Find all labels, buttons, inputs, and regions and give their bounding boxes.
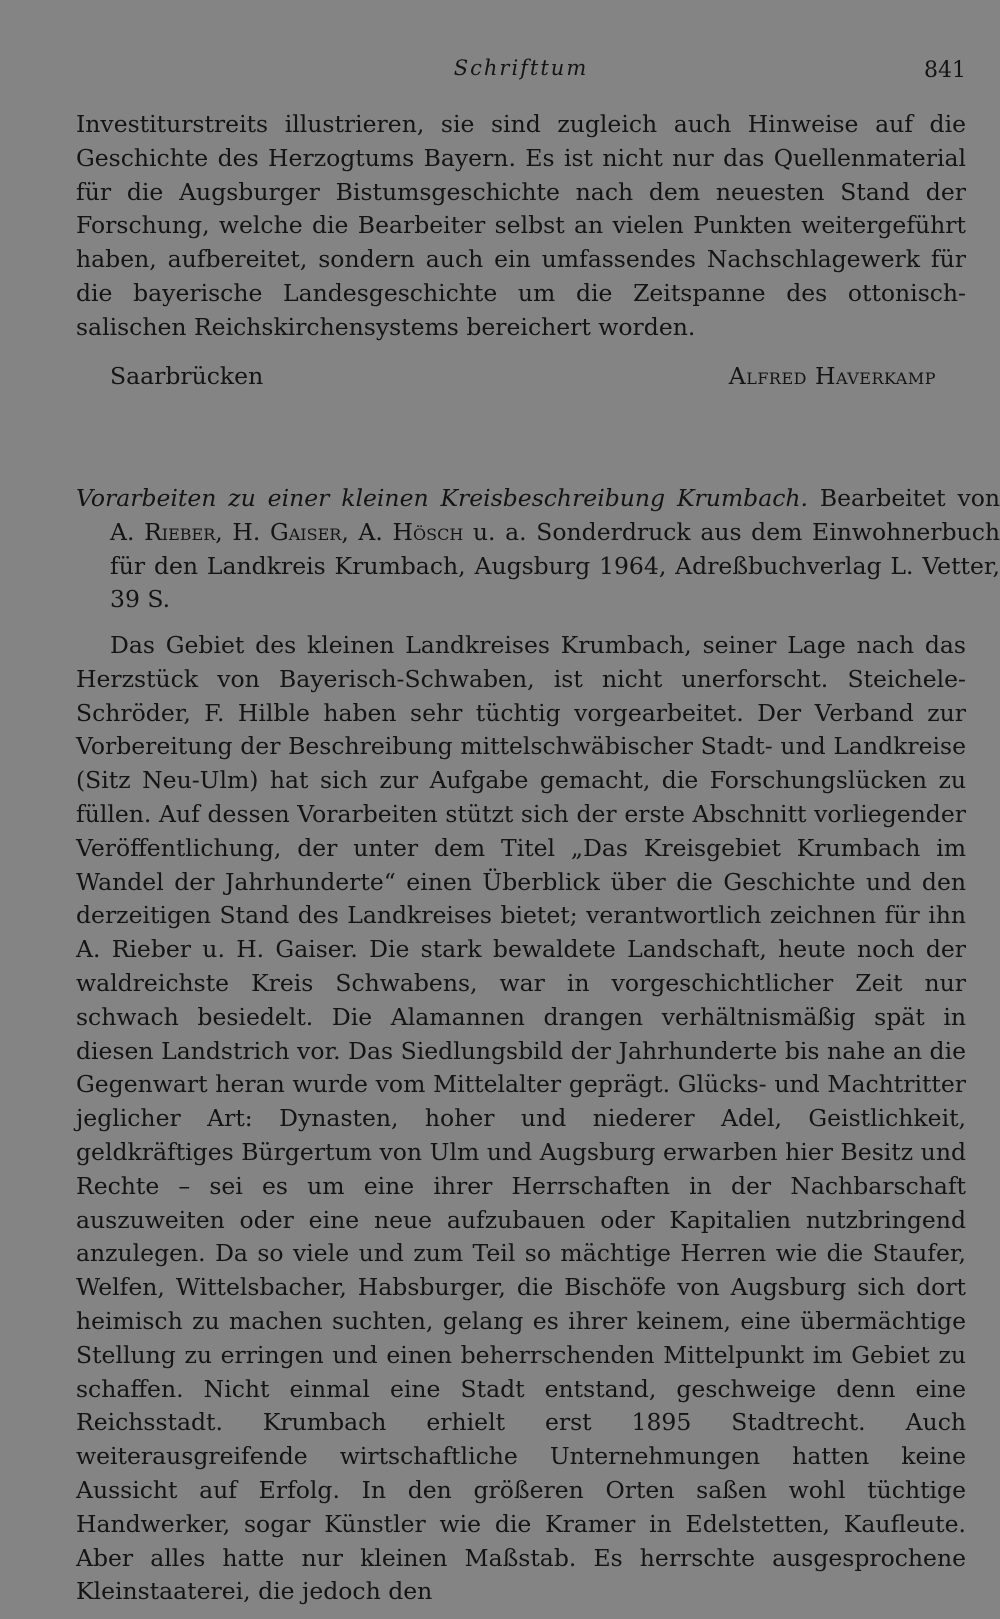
cited-book-authors: A. Rieber, H. Gaiser, A. Hösch — [110, 517, 464, 546]
review-signature — [110, 362, 936, 398]
signature-place: Saarbrücken — [110, 362, 264, 390]
running-head-title: Schrifttum — [453, 56, 589, 80]
review-body-paragraph: Das Gebiet des kleinen Landkreises Krumbach, seiner Lage nach das Herzstück von Bayerisch-Schwaben, ist nicht unerforscht. Steichele-Schröder, F. Hilble haben sehr tüchtig vorgearbeitet. Der Verband zur Vorbereitung der Beschreibung mittelschwäbischer Stadt- und Landkreise (Sitz Neu-Ulm) hat sich zur Aufgabe gemacht, die Forschungslücken zu füllen. Auf dessen Vorarbeiten stützt sich der erste Abschnitt vorliegender Veröffentlichung, der unter dem Titel „Das Kreisgebiet Krumbach im Wandel der Jahrhunderte“ einen Überblick über die Geschichte und den derzeitigen Stand des Landkreises bietet; verantwortlich zeichnen für ihn A. Rieber u. H. Gaiser. Die stark bewaldete Landschaft, heute noch der waldreichste Kreis Schwabens, war in vorgeschichtlicher Zeit nur schwach besiedelt. Die Alamannen drangen verhältnismäßig spät in diesen Landstrich vor. Das Siedlungsbild der Jahrhunderte bis nahe an die Gegenwart heran wurde vom Mittelalter geprägt. Glücks- und Machtritter jeglicher Art: Dynasten, hoher und niederer Adel, Geistlichkeit, geldkräftiges Bürgertum von Ulm und Augsburg erwarben hier Besitz und Rechte – sei es um eine ihrer Herrschaften in der Nachbarschaft auszuweiten oder eine neue aufzubauen oder Kapitalien nutzbringend anzulegen. Da so viele und zum Teil so mächtige Herren wie die Staufer, Welfen, Wittelsbacher, Habsburger, die Bischöfe von Augsburg sich dort heimisch zu machen suchten, gelang es ihrer keinem, eine übermächtige Stellung zu erringen und einen beherrschenden Mittelpunkt im Gebiet zu schaffen. Nicht einmal eine Stadt entstand, geschweige denn eine Reichsstadt. Krumbach erhielt erst 1895 Stadtrecht. Auch weiterausgreifende wirtschaftliche Unternehmungen hatten keine Aussicht auf Erfolg. In den größeren Orten saßen wohl tüchtige Handwerker, sogar Künstler wie die Kramer in Edelstetten, Kaufleute. Aber alles hatte nur kleinen Maßstab. Es herrschte ausgesprochene Kleinstaaterei, die jedoch den — [76, 631, 966, 1606]
cited-book-publication-details: u. a. Sonderdruck aus dem Einwohnerbuch für den Landkreis Krumbach, Augsburg 1964, Adreßbuchverlag L. Vetter, 39 S. — [110, 517, 1000, 614]
page-number: 841 — [924, 58, 966, 83]
running-head — [76, 52, 966, 88]
review-citation — [76, 482, 1000, 617]
cited-book-title: Vorarbeiten zu einer kleinen Kreisbeschreibung Krumbach. — [76, 484, 808, 512]
cited-book-edited-by: Bearbeitet von — [808, 484, 1000, 512]
previous-review-closing-paragraph: Investiturstreits illustrieren, sie sind zugleich auch Hinweise auf die Geschichte des Herzogtums Bayern. Es ist nicht nur das Quellenmaterial für die Augsburger Bistumsgeschichte nach dem neuesten Stand der Forschung, welche die Bearbeiter selbst an vielen Punkten weitergeführt haben, aufbereitet, sondern auch ein umfassendes Nachschlagewerk für die bayerische Landesgeschichte um die Zeitspanne des ottonisch-salischen Reichskirchensystems bereichert worden. — [76, 110, 966, 341]
signature-author: Alfred Haverkamp — [728, 362, 936, 390]
